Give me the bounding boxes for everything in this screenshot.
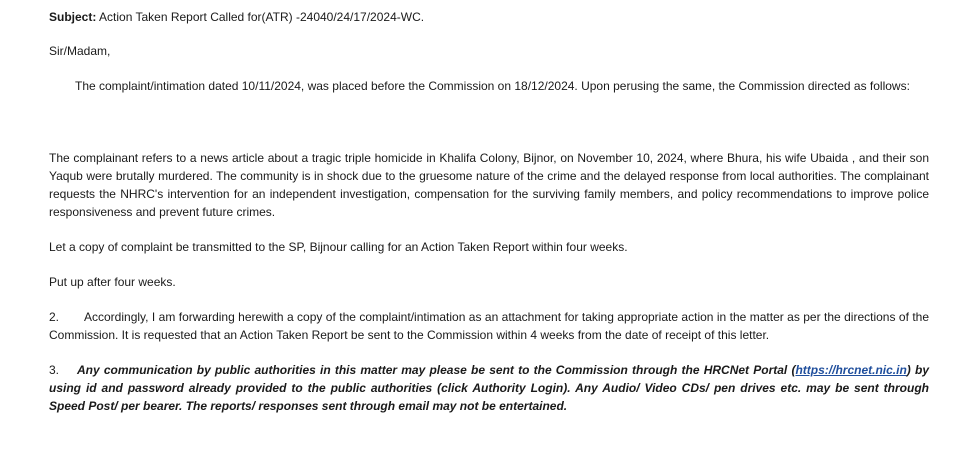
point-2-text: Accordingly, I am forwarding herewith a copy of the complaint/intimation as an attachment for taking appropriate action in the matter as per the directions of the Commission. It is requested that an Action Taken Report be sent to the Commission within 4 weeks from the date of receipt of this letter. [49, 310, 929, 342]
point-3-paragraph [49, 361, 929, 415]
salutation: Sir/Madam, [49, 44, 111, 58]
put-up-paragraph: Put up after four weeks. [49, 275, 176, 289]
intro-paragraph: The complaint/intimation dated 10/11/2024, was placed before the Commission on 18/12/2024. Upon perusing the same, the Commission directed as follows: [75, 79, 910, 93]
complaint-summary-paragraph: The complainant refers to a news article about a tragic triple homicide in Khalifa Colony, Bijnor, on November 10, 2024, where Bhura, his wife Ubaida , and their son Yaqub were brutally murdered. The community is in shock due to the gruesome nature of the crime and the delayed response from local authorities. The complainant requests the NHRC's intervention for an independent investigation, compensation for the surviving family members, and policy recommendations to improve police responsiveness and prevent future crimes. [49, 151, 929, 219]
point-3-number: 3. [49, 363, 60, 377]
point-2-paragraph [49, 308, 929, 344]
point-3-text-after: ) by using id and password already provided to the public authorities (click Authority Login). Any Audio/ Video CDs/ pen drives etc. may be sent through Speed Post/ per bearer. The reports/ responses sent through email may not be entertained. [49, 363, 929, 413]
subject-text: Action Taken Report Called for(ATR) -24040/24/17/2024-WC. [96, 10, 425, 24]
point-3-text-before: Any communication by public authorities in this matter may please be sent to the Commission through the HRCNet Portal ( [77, 363, 796, 377]
subject-label: Subject: [49, 10, 97, 24]
letter-document [49, 8, 929, 415]
hrcnet-portal-link[interactable]: https://hrcnet.nic.in [795, 363, 907, 377]
subject-line [49, 8, 929, 26]
point-2-number: 2. [49, 310, 60, 324]
direction-order-paragraph: Let a copy of complaint be transmitted to the SP, Bijnour calling for an Action Taken Report within four weeks. [49, 240, 628, 254]
